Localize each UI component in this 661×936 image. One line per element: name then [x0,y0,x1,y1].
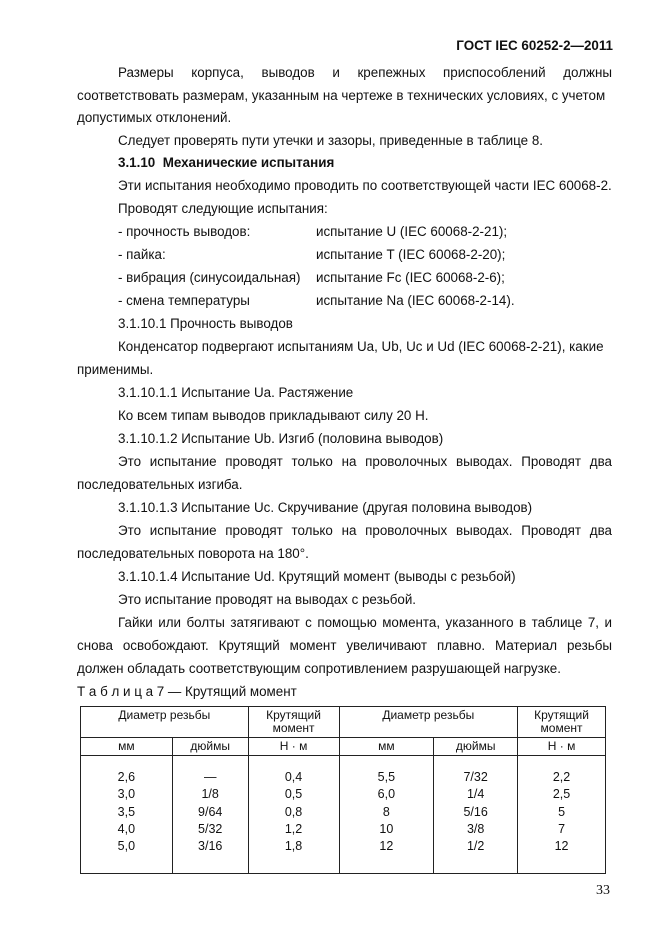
paragraph-torque-line3: должен обладать соответствующим сопротивлением разрушающей нагрузке. [77,661,561,676]
paragraph-capacitor-tests-line1: Конденсатор подвергают испытаниям Ua, Ub, Uc и Ud (IEC 60068-2-21), какие [118,339,604,354]
table-header-row [81,707,606,738]
table-cell: 6,0 [377,787,396,802]
unit-inches: дюймы [434,738,518,756]
paragraph-torque-line2: снова освобождают. Крутящий момент увеличивают плавно. Материал резьбы [77,638,612,653]
col-right-inches [434,756,518,874]
table-cell: 12 [554,839,569,854]
subsection-heading: 3.1.10.1.2 Испытание Ub. Изгиб (половина выводов) [118,431,444,446]
paragraph-capacitor-tests-line2: применимы. [77,362,154,377]
table-cell: 9/64 [198,804,223,819]
unit-mm: мм [339,738,434,756]
table-cell: 2,2 [552,770,571,784]
header-thread-diameter: Диаметр резьбы [339,707,518,738]
header-torque: Крутящий момент [248,707,339,738]
col-left-torque [248,756,339,874]
header-torque: Крутящий момент [518,707,606,738]
header-thread-diameter: Диаметр резьбы [81,707,249,738]
table-cell: 3,0 [117,787,136,802]
col-left-mm [81,756,173,874]
unit-newton-meter: Н · м [518,738,606,756]
table-cell: 7 [558,821,566,836]
table-cell: — [203,770,217,784]
col-right-torque [518,756,606,874]
table-cell: 1/8 [201,787,219,802]
paragraph-torsion-line1: Это испытание проводят только на проволочных выводах. Проводят два [118,523,612,538]
table-cell: 1/4 [466,787,485,802]
paragraph-tension: Ко всем типам выводов прикладывают силу 20 Н. [118,408,429,423]
test-item-ref: испытание T (IEC 60068-2-20); [316,247,506,262]
table-cell: 5/32 [198,821,223,836]
table-cell: 5,5 [377,770,396,784]
paragraph-torque-line1: Гайки или болты затягивают с помощью момента, указанного в таблице 7, и [118,615,612,630]
table-caption-text: — Крутящий момент [164,684,297,699]
table-cell: 7/32 [463,770,488,784]
table-cell: 1,8 [284,839,303,854]
test-item-ref: испытание U (IEC 60068-2-21); [316,224,508,239]
table-cell: 3/8 [466,821,485,836]
section-heading [118,155,334,170]
table-caption [77,684,297,699]
col-left-inches [172,756,248,874]
section-title: Механические испытания [162,155,335,170]
table-caption-label: Т а б л и ц а 7 [77,684,165,699]
table-data-row [81,756,606,874]
subsection-heading: 3.1.10.1.3 Испытание Uc. Скручивание (другая половина выводов) [118,500,533,515]
subsection-heading: 3.1.10.1.4 Испытание Ud. Крутящий момент (выводы с резьбой) [118,569,516,584]
test-item-name: - вибрация (синусоидальная) [118,270,301,285]
table-cell: 0,4 [284,770,303,784]
table-cell: 5/16 [463,804,488,819]
col-right-mm [339,756,434,874]
page-number: 33 [596,883,610,898]
table-cell: 3,5 [117,804,136,819]
torque-table [80,706,606,874]
unit-newton-meter: Н · м [248,738,339,756]
paragraph-tests-scope: Эти испытания необходимо проводить по соответствующей части IEC 60068-2. [118,178,612,193]
paragraph-threaded: Это испытание проводят на выводах с резьбой. [118,592,417,607]
table-cell: 1/2 [466,839,485,854]
table-cell: 2,5 [552,787,571,802]
table-cell: 3/16 [198,839,223,854]
table-cell: 4,0 [117,821,136,836]
unit-inches: дюймы [172,738,248,756]
table-units-row [81,738,606,756]
paragraph-torsion-line2: последовательных поворота на 180°. [77,546,309,561]
table-cell: 10 [379,821,394,836]
document-code: ГОСТ IEC 60252-2—2011 [456,38,613,53]
paragraph-dimensions-line3: допустимых отклонений. [77,110,232,125]
paragraph-creepage: Следует проверять пути утечки и зазоры, приведенные в таблице 8. [118,133,543,148]
table-cell: 5,0 [117,839,136,854]
subsection-heading: 3.1.10.1.1 Испытание Ua. Растяжение [118,385,354,400]
table-cell: 12 [379,839,394,854]
test-item-ref: испытание Fc (IEC 60068-2-6); [316,270,505,285]
paragraph-tests-list-intro: Проводят следующие испытания: [118,201,328,216]
section-number: 3.1.10 [118,155,156,170]
unit-mm: мм [81,738,173,756]
paragraph-bending-line1: Это испытание проводят только на проволочных выводах. Проводят два [118,454,612,469]
table-cell: 8 [382,804,390,819]
paragraph-bending-line2: последовательных изгиба. [77,477,243,492]
paragraph-dimensions-line1: Размеры корпуса, выводов и крепежных приспособлений должны [118,65,612,80]
paragraph-dimensions-line2: соответствовать размерам, указанным на чертеже в технических условиях, с учетом [77,88,606,103]
test-item-name: - смена температуры [118,293,250,308]
test-item-name: - пайка: [118,247,166,262]
test-item-ref: испытание Na (IEC 60068-2-14). [316,293,515,308]
table-cell: 2,6 [117,770,136,784]
table-cell: 5 [558,804,566,819]
table-cell: 0,8 [284,804,303,819]
table-cell: 1,2 [284,821,303,836]
table-cell: 0,5 [284,787,303,802]
test-item-name: - прочность выводов: [118,224,251,239]
subsection-heading: 3.1.10.1 Прочность выводов [118,316,293,331]
